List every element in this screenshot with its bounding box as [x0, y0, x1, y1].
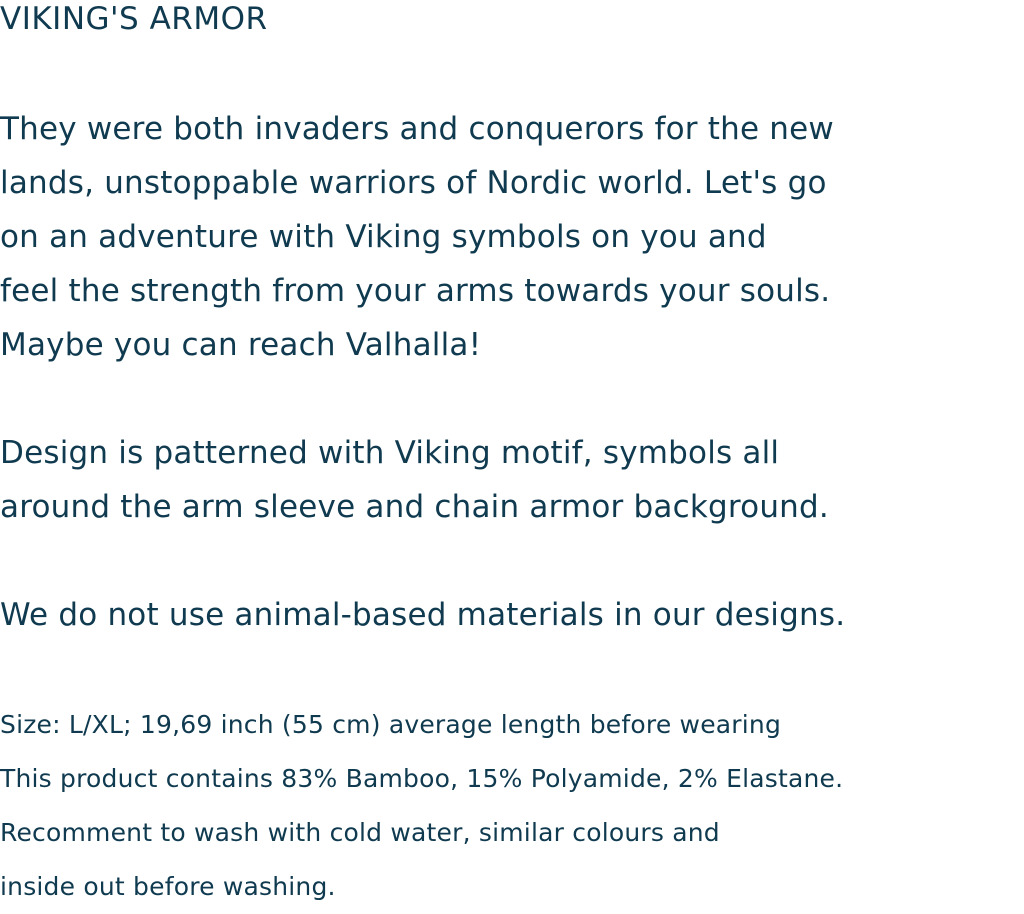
care-info: Recomment to wash with cold water, similar colours and	[0, 818, 720, 847]
composition-info: This product contains 83% Bamboo, 15% Polyamide, 2% Elastane.	[0, 764, 844, 793]
paragraph-line: We do not use animal-based materials in our designs.	[0, 597, 846, 633]
product-title: VIKING'S ARMOR	[0, 1, 268, 37]
size-info: Size: L/XL; 19,69 inch (55 cm) average length before wearing	[0, 710, 782, 739]
product-details	[0, 698, 843, 914]
story-paragraph	[0, 102, 834, 372]
paragraph-line: Design is patterned with Viking motif, symbols all	[0, 435, 780, 471]
paragraph-line: They were both invaders and conquerors for the new	[0, 111, 834, 147]
materials-paragraph	[0, 588, 845, 642]
paragraph-line: feel the strength from your arms towards your souls.	[0, 273, 831, 309]
paragraph-line: Maybe you can reach Valhalla!	[0, 327, 482, 363]
design-paragraph	[0, 426, 829, 534]
paragraph-line: around the arm sleeve and chain armor background.	[0, 489, 829, 525]
paragraph-line: on an adventure with Viking symbols on you and	[0, 219, 767, 255]
paragraph-line: lands, unstoppable warriors of Nordic world. Let's go	[0, 165, 827, 201]
care-info-continued: inside out before washing.	[0, 872, 336, 901]
